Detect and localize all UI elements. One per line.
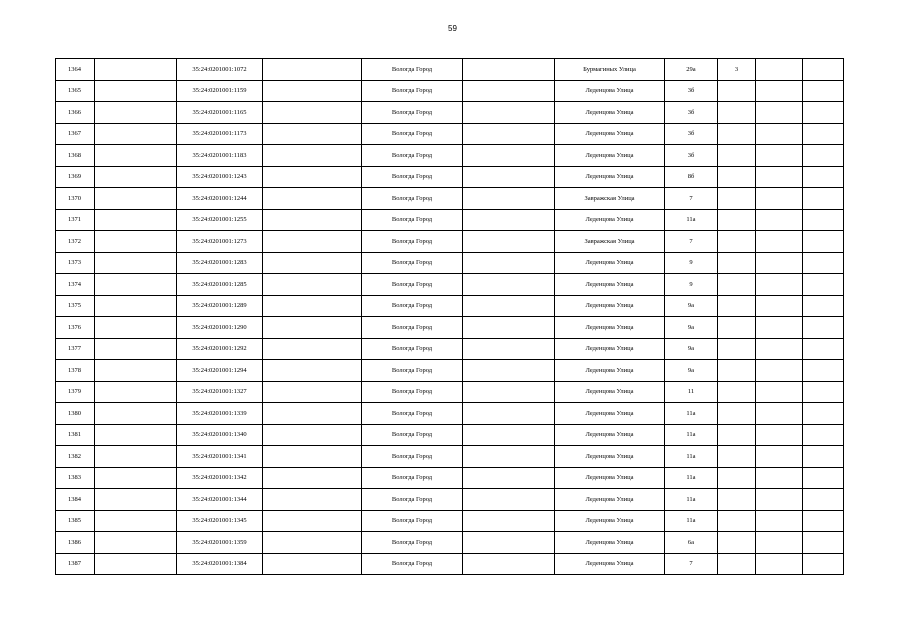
cadastral-number-cell: 35:24:0201001:1244 [177,188,263,210]
apartment-number-cell [718,166,756,188]
empty-cell [756,188,803,210]
city-cell: Вологда Город [362,209,463,231]
empty-cell [263,553,362,575]
cadastral-number-cell: 35:24:0201001:1273 [177,231,263,253]
empty-cell [95,102,177,124]
city-cell: Вологда Город [362,102,463,124]
empty-cell [263,80,362,102]
table-row [56,360,844,382]
row-number-cell: 1364 [56,59,95,81]
empty-cell [756,532,803,554]
cadastral-number-cell: 35:24:0201001:1285 [177,274,263,296]
empty-cell [803,123,844,145]
house-number-cell: 9а [665,360,718,382]
city-cell: Вологда Город [362,381,463,403]
cadastral-number-cell: 35:24:0201001:1283 [177,252,263,274]
cadastral-number-cell: 35:24:0201001:1072 [177,59,263,81]
row-number-cell: 1387 [56,553,95,575]
empty-cell [463,102,555,124]
city-cell: Вологда Город [362,231,463,253]
empty-cell [803,145,844,167]
table-row [56,553,844,575]
empty-cell [263,338,362,360]
house-number-cell: 11а [665,209,718,231]
house-number-cell: 7 [665,231,718,253]
city-cell: Вологда Город [362,274,463,296]
empty-cell [803,274,844,296]
street-cell: Леденцова Улица [555,403,665,425]
house-number-cell: 11а [665,489,718,511]
house-number-cell: 6а [665,532,718,554]
house-number-cell: 11а [665,467,718,489]
table-row [56,317,844,339]
empty-cell [756,274,803,296]
house-number-cell: 8б [665,166,718,188]
empty-cell [803,252,844,274]
house-number-cell: 11а [665,446,718,468]
empty-cell [263,360,362,382]
apartment-number-cell [718,381,756,403]
empty-cell [756,467,803,489]
row-number-cell: 1368 [56,145,95,167]
city-cell: Вологда Город [362,489,463,511]
empty-cell [756,252,803,274]
city-cell: Вологда Город [362,446,463,468]
street-cell: Леденцова Улица [555,295,665,317]
city-cell: Вологда Город [362,510,463,532]
cadastral-number-cell: 35:24:0201001:1341 [177,446,263,468]
empty-cell [95,317,177,339]
empty-cell [756,123,803,145]
street-cell: Леденцова Улица [555,467,665,489]
cadastral-number-cell: 35:24:0201001:1294 [177,360,263,382]
empty-cell [95,467,177,489]
page-number: 59 [448,24,457,33]
empty-cell [263,123,362,145]
city-cell: Вологда Город [362,59,463,81]
empty-cell [263,446,362,468]
empty-cell [95,446,177,468]
empty-cell [803,489,844,511]
empty-cell [263,274,362,296]
row-number-cell: 1369 [56,166,95,188]
cadastral-number-cell: 35:24:0201001:1327 [177,381,263,403]
house-number-cell: 7 [665,188,718,210]
empty-cell [263,295,362,317]
cadastral-number-cell: 35:24:0201001:1339 [177,403,263,425]
empty-cell [756,102,803,124]
empty-cell [803,317,844,339]
empty-cell [756,317,803,339]
empty-cell [463,209,555,231]
empty-cell [263,510,362,532]
street-cell: Леденцова Улица [555,123,665,145]
empty-cell [95,166,177,188]
empty-cell [263,102,362,124]
apartment-number-cell [718,403,756,425]
empty-cell [463,510,555,532]
table-row [56,166,844,188]
empty-cell [803,166,844,188]
empty-cell [803,59,844,81]
apartment-number-cell [718,424,756,446]
city-cell: Вологда Город [362,145,463,167]
street-cell: Леденцова Улица [555,166,665,188]
row-number-cell: 1386 [56,532,95,554]
cadastral-number-cell: 35:24:0201001:1342 [177,467,263,489]
empty-cell [463,123,555,145]
apartment-number-cell [718,317,756,339]
row-number-cell: 1379 [56,381,95,403]
empty-cell [756,59,803,81]
empty-cell [95,252,177,274]
row-number-cell: 1366 [56,102,95,124]
empty-cell [463,467,555,489]
empty-cell [95,295,177,317]
table-row [56,274,844,296]
empty-cell [463,252,555,274]
table-row [56,188,844,210]
empty-cell [756,424,803,446]
empty-cell [263,381,362,403]
empty-cell [463,188,555,210]
street-cell: Леденцова Улица [555,317,665,339]
table-row [56,532,844,554]
table-row [56,338,844,360]
empty-cell [463,145,555,167]
empty-cell [803,532,844,554]
empty-cell [803,209,844,231]
apartment-number-cell [718,446,756,468]
city-cell: Вологда Город [362,123,463,145]
table-row [56,446,844,468]
table-row [56,424,844,446]
empty-cell [803,102,844,124]
street-cell: Бурмагиных Улица [555,59,665,81]
apartment-number-cell [718,252,756,274]
apartment-number-cell [718,145,756,167]
street-cell: Леденцова Улица [555,381,665,403]
empty-cell [263,532,362,554]
table-row [56,295,844,317]
apartment-number-cell [718,360,756,382]
cadastral-number-cell: 35:24:0201001:1292 [177,338,263,360]
table-row [56,145,844,167]
empty-cell [463,489,555,511]
empty-cell [756,403,803,425]
street-cell: Леденцова Улица [555,489,665,511]
city-cell: Вологда Город [362,80,463,102]
apartment-number-cell [718,209,756,231]
house-number-cell: 9 [665,274,718,296]
empty-cell [95,231,177,253]
city-cell: Вологда Город [362,252,463,274]
row-number-cell: 1376 [56,317,95,339]
house-number-cell: 11а [665,510,718,532]
empty-cell [756,489,803,511]
row-number-cell: 1377 [56,338,95,360]
row-number-cell: 1385 [56,510,95,532]
empty-cell [263,403,362,425]
empty-cell [756,381,803,403]
empty-cell [756,360,803,382]
house-number-cell: 3б [665,80,718,102]
empty-cell [263,317,362,339]
empty-cell [803,360,844,382]
city-cell: Вологда Город [362,338,463,360]
row-number-cell: 1374 [56,274,95,296]
empty-cell [756,231,803,253]
table-row [56,467,844,489]
empty-cell [803,403,844,425]
house-number-cell: 11а [665,424,718,446]
empty-cell [463,338,555,360]
empty-cell [263,489,362,511]
empty-cell [803,424,844,446]
cadastral-number-cell: 35:24:0201001:1289 [177,295,263,317]
empty-cell [263,145,362,167]
empty-cell [756,209,803,231]
table-row [56,80,844,102]
empty-cell [263,188,362,210]
cadastral-number-cell: 35:24:0201001:1384 [177,553,263,575]
empty-cell [463,424,555,446]
cadastral-number-cell: 35:24:0201001:1183 [177,145,263,167]
empty-cell [803,80,844,102]
empty-cell [95,553,177,575]
empty-cell [263,209,362,231]
cadastral-number-cell: 35:24:0201001:1340 [177,424,263,446]
cadastral-number-cell: 35:24:0201001:1290 [177,317,263,339]
empty-cell [463,317,555,339]
street-cell: Леденцова Улица [555,80,665,102]
empty-cell [263,252,362,274]
street-cell: Леденцова Улица [555,553,665,575]
empty-cell [756,446,803,468]
empty-cell [803,231,844,253]
empty-cell [756,166,803,188]
table-row [56,489,844,511]
row-number-cell: 1384 [56,489,95,511]
empty-cell [95,510,177,532]
empty-cell [95,403,177,425]
city-cell: Вологда Город [362,295,463,317]
empty-cell [803,381,844,403]
empty-cell [756,553,803,575]
row-number-cell: 1378 [56,360,95,382]
table-row [56,381,844,403]
empty-cell [803,188,844,210]
empty-cell [95,532,177,554]
apartment-number-cell [718,274,756,296]
apartment-number-cell [718,231,756,253]
apartment-number-cell [718,338,756,360]
city-cell: Вологда Город [362,467,463,489]
apartment-number-cell [718,123,756,145]
empty-cell [95,123,177,145]
table-row [56,123,844,145]
street-cell: Леденцова Улица [555,145,665,167]
empty-cell [463,553,555,575]
street-cell: Леденцова Улица [555,252,665,274]
cadastral-number-cell: 35:24:0201001:1345 [177,510,263,532]
apartment-number-cell [718,553,756,575]
empty-cell [263,424,362,446]
cadastral-number-cell: 35:24:0201001:1159 [177,80,263,102]
empty-cell [463,166,555,188]
empty-cell [803,467,844,489]
empty-cell [463,80,555,102]
street-cell: Леденцова Улица [555,274,665,296]
row-number-cell: 1375 [56,295,95,317]
apartment-number-cell [718,489,756,511]
city-cell: Вологда Город [362,553,463,575]
house-number-cell: 3б [665,145,718,167]
house-number-cell: 3б [665,102,718,124]
apartment-number-cell [718,510,756,532]
empty-cell [263,467,362,489]
empty-cell [463,446,555,468]
apartment-number-cell [718,102,756,124]
empty-cell [463,295,555,317]
row-number-cell: 1372 [56,231,95,253]
empty-cell [95,188,177,210]
street-cell: Леденцова Улица [555,424,665,446]
house-number-cell: 11а [665,403,718,425]
empty-cell [263,166,362,188]
empty-cell [463,59,555,81]
row-number-cell: 1380 [56,403,95,425]
house-number-cell: 3б [665,123,718,145]
empty-cell [95,424,177,446]
empty-cell [803,338,844,360]
empty-cell [463,231,555,253]
city-cell: Вологда Город [362,532,463,554]
empty-cell [756,338,803,360]
city-cell: Вологда Город [362,188,463,210]
empty-cell [463,532,555,554]
row-number-cell: 1381 [56,424,95,446]
cadastral-number-cell: 35:24:0201001:1344 [177,489,263,511]
street-cell: Леденцова Улица [555,446,665,468]
house-number-cell: 7 [665,553,718,575]
empty-cell [95,489,177,511]
table-row [56,403,844,425]
empty-cell [803,446,844,468]
street-cell: Леденцова Улица [555,360,665,382]
apartment-number-cell [718,188,756,210]
empty-cell [263,231,362,253]
cadastral-number-cell: 35:24:0201001:1173 [177,123,263,145]
row-number-cell: 1365 [56,80,95,102]
street-cell: Леденцова Улица [555,510,665,532]
city-cell: Вологда Город [362,360,463,382]
empty-cell [803,553,844,575]
apartment-number-cell [718,532,756,554]
empty-cell [263,59,362,81]
empty-cell [95,209,177,231]
city-cell: Вологда Город [362,166,463,188]
street-cell: Леденцова Улица [555,209,665,231]
registry-table [55,58,844,575]
row-number-cell: 1382 [56,446,95,468]
city-cell: Вологда Город [362,424,463,446]
street-cell: Леденцова Улица [555,102,665,124]
empty-cell [803,295,844,317]
empty-cell [756,80,803,102]
empty-cell [463,274,555,296]
row-number-cell: 1373 [56,252,95,274]
house-number-cell: 9а [665,317,718,339]
empty-cell [803,510,844,532]
cadastral-number-cell: 35:24:0201001:1243 [177,166,263,188]
apartment-number-cell [718,80,756,102]
empty-cell [756,145,803,167]
empty-cell [95,338,177,360]
empty-cell [756,295,803,317]
table-row [56,231,844,253]
city-cell: Вологда Город [362,403,463,425]
empty-cell [95,360,177,382]
street-cell: Завражская Улица [555,231,665,253]
house-number-cell: 11 [665,381,718,403]
empty-cell [95,80,177,102]
empty-cell [95,381,177,403]
street-cell: Леденцова Улица [555,532,665,554]
house-number-cell: 9а [665,338,718,360]
empty-cell [463,403,555,425]
cadastral-number-cell: 35:24:0201001:1359 [177,532,263,554]
table-row [56,59,844,81]
apartment-number-cell [718,467,756,489]
table-row [56,102,844,124]
row-number-cell: 1370 [56,188,95,210]
apartment-number-cell: 3 [718,59,756,81]
city-cell: Вологда Город [362,317,463,339]
empty-cell [95,145,177,167]
empty-cell [95,274,177,296]
empty-cell [756,510,803,532]
row-number-cell: 1383 [56,467,95,489]
cadastral-number-cell: 35:24:0201001:1165 [177,102,263,124]
house-number-cell: 29а [665,59,718,81]
house-number-cell: 9а [665,295,718,317]
table-row [56,510,844,532]
house-number-cell: 9 [665,252,718,274]
row-number-cell: 1367 [56,123,95,145]
apartment-number-cell [718,295,756,317]
row-number-cell: 1371 [56,209,95,231]
empty-cell [463,360,555,382]
registry-table-body [56,59,844,575]
cadastral-number-cell: 35:24:0201001:1255 [177,209,263,231]
empty-cell [463,381,555,403]
table-row [56,209,844,231]
empty-cell [95,59,177,81]
street-cell: Леденцова Улица [555,338,665,360]
street-cell: Завражская Улица [555,188,665,210]
table-row [56,252,844,274]
